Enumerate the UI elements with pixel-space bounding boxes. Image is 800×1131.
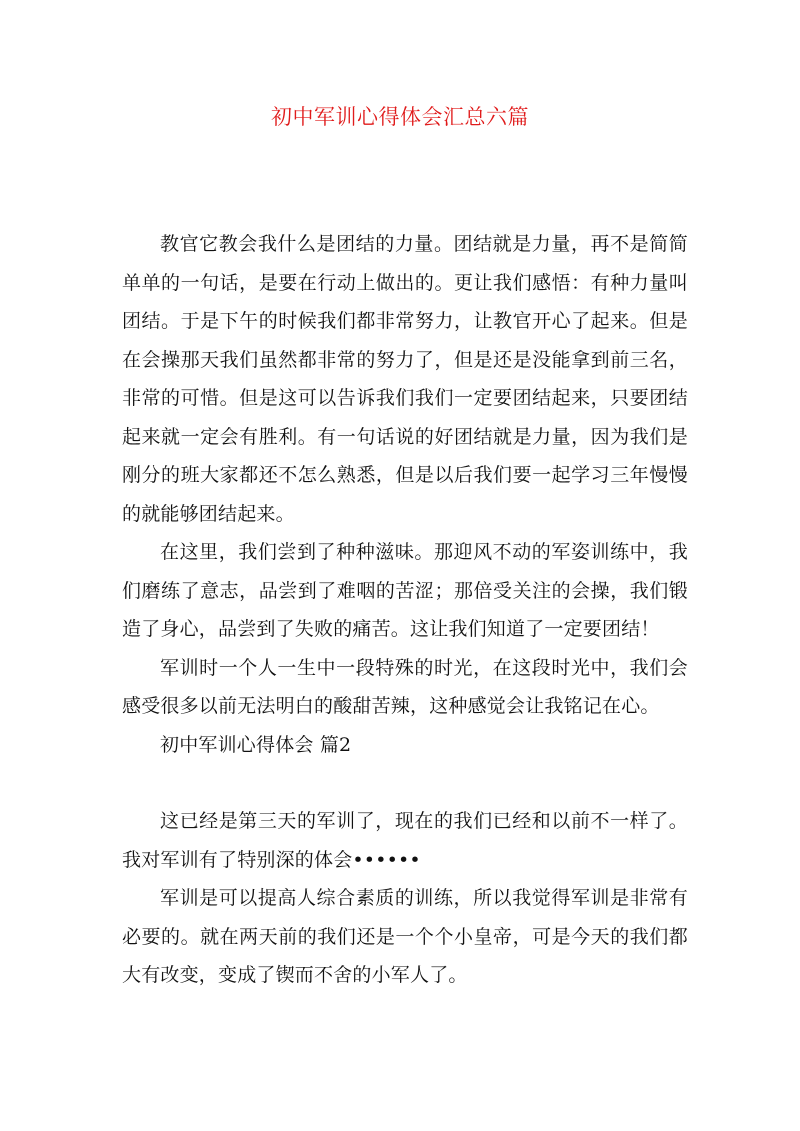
- paragraph-5: 军训是可以提高人综合素质的训练，所以我觉得军训是非常有必要的。就在两天前的我们还是一个个小皇帝，可是今天的我们都大有改变，变成了锲而不舍的小军人了。: [122, 887, 688, 986]
- document-body: [122, 225, 688, 995]
- paragraph-4: 这已经是第三天的军训了，现在的我们已经和以前不一样了。我对军训有了特别深的体会••••••: [122, 810, 688, 871]
- paragraph-1: 教官它教会我什么是团结的力量。团结就是力量，再不是简简单单的一句话，是要在行动上做出的。更让我们感悟：有种力量叫团结。于是下午的时候我们都非常努力，让教官开心了起来。但是在会操那天我们虽然都非常的努力了，但是还是没能拿到前三名，非常的可惜。但是这可以告诉我们我们一定要团结起来，只要团结起来就一定会有胜利。有一句话说的好团结就是力量，因为我们是刚分的班大家都还不怎么熟悉，但是以后我们要一起学习三年慢慢的就能够团结起来。: [122, 233, 688, 525]
- section-spacer: [122, 764, 688, 802]
- paragraph-2: 在这里，我们尝到了种种滋味。那迎风不动的军姿训练中，我们磨练了意志，品尝到了难咽的苦涩；那倍受关注的会操，我们锻造了身心，品尝到了失败的痛苦。这让我们知道了一定要团结！: [122, 541, 688, 640]
- section-heading: 初中军训心得体会 篇2: [160, 733, 352, 756]
- paragraph-3: 军训时一个人一生中一段特殊的时光，在这段时光中，我们会感受很多以前无法明白的酸甜苦辣，这种感觉会让我铭记在心。: [122, 656, 688, 717]
- document-title: 初中军训心得体会汇总六篇: [271, 105, 529, 129]
